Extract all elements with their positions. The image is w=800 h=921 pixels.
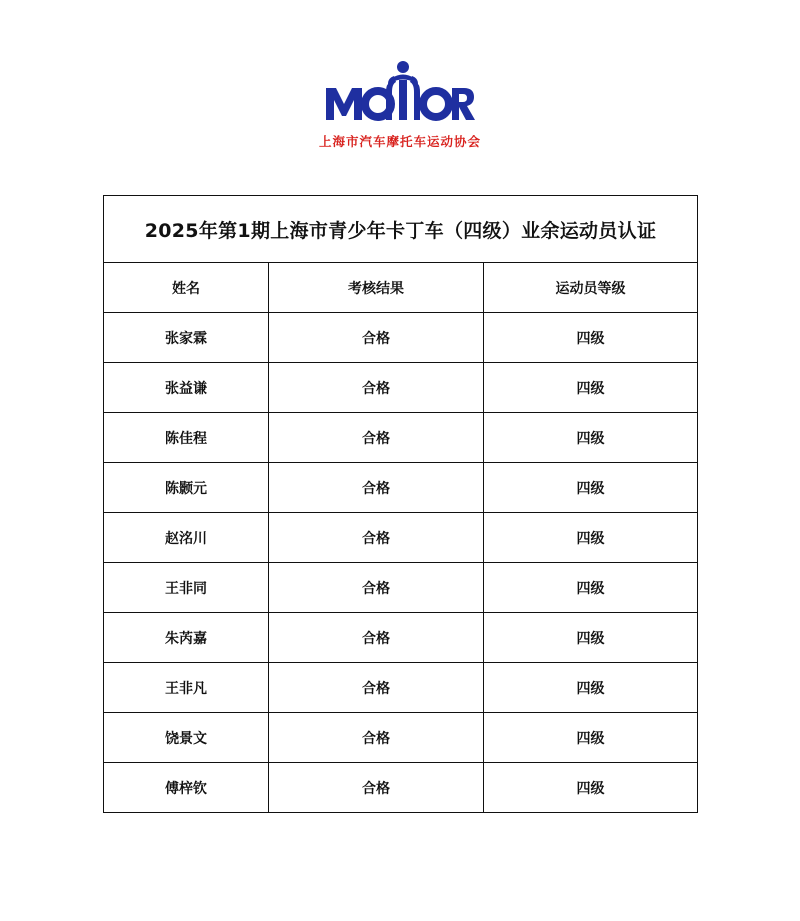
cell-result: 合格 <box>269 713 484 763</box>
cell-name: 陈颢元 <box>104 463 269 513</box>
cell-name: 张益谦 <box>104 363 269 413</box>
cell-result: 合格 <box>269 763 484 813</box>
header-name: 姓名 <box>104 263 269 313</box>
association-name: 上海市汽车摩托车运动协会 <box>318 134 481 149</box>
cell-name: 张家霖 <box>104 313 269 363</box>
cell-name: 饶景文 <box>104 713 269 763</box>
header-level: 运动员等级 <box>484 263 698 313</box>
cell-result: 合格 <box>269 313 484 363</box>
table-header-row <box>104 263 698 313</box>
cell-level: 四级 <box>484 613 698 663</box>
cell-name: 傅梓钦 <box>104 763 269 813</box>
table-row <box>104 663 698 713</box>
table-row <box>104 563 698 613</box>
cell-result: 合格 <box>269 463 484 513</box>
cell-level: 四级 <box>484 463 698 513</box>
cell-result: 合格 <box>269 613 484 663</box>
cell-result: 合格 <box>269 563 484 613</box>
table-row <box>104 363 698 413</box>
table-row <box>104 463 698 513</box>
cell-level: 四级 <box>484 313 698 363</box>
table-row <box>104 763 698 813</box>
header-result: 考核结果 <box>269 263 484 313</box>
table-row <box>104 313 698 363</box>
certification-table <box>103 195 698 813</box>
cell-name: 赵洺川 <box>104 513 269 563</box>
cell-result: 合格 <box>269 513 484 563</box>
table-row <box>104 513 698 563</box>
cell-level: 四级 <box>484 663 698 713</box>
cell-level: 四级 <box>484 713 698 763</box>
cell-name: 朱芮嘉 <box>104 613 269 663</box>
cell-name: 王非凡 <box>104 663 269 713</box>
cell-result: 合格 <box>269 413 484 463</box>
cell-level: 四级 <box>484 413 698 463</box>
cell-level: 四级 <box>484 763 698 813</box>
table-title: 2025年第1期上海市青少年卡丁车（四级）业余运动员认证 <box>104 196 698 263</box>
table-row <box>104 413 698 463</box>
cell-level: 四级 <box>484 563 698 613</box>
cell-level: 四级 <box>484 363 698 413</box>
association-logo <box>300 58 500 150</box>
cell-result: 合格 <box>269 363 484 413</box>
table-row <box>104 713 698 763</box>
cell-name: 陈佳程 <box>104 413 269 463</box>
cell-result: 合格 <box>269 663 484 713</box>
table-row <box>104 613 698 663</box>
cell-level: 四级 <box>484 513 698 563</box>
cell-name: 王非同 <box>104 563 269 613</box>
motor-logo-icon <box>324 58 476 128</box>
